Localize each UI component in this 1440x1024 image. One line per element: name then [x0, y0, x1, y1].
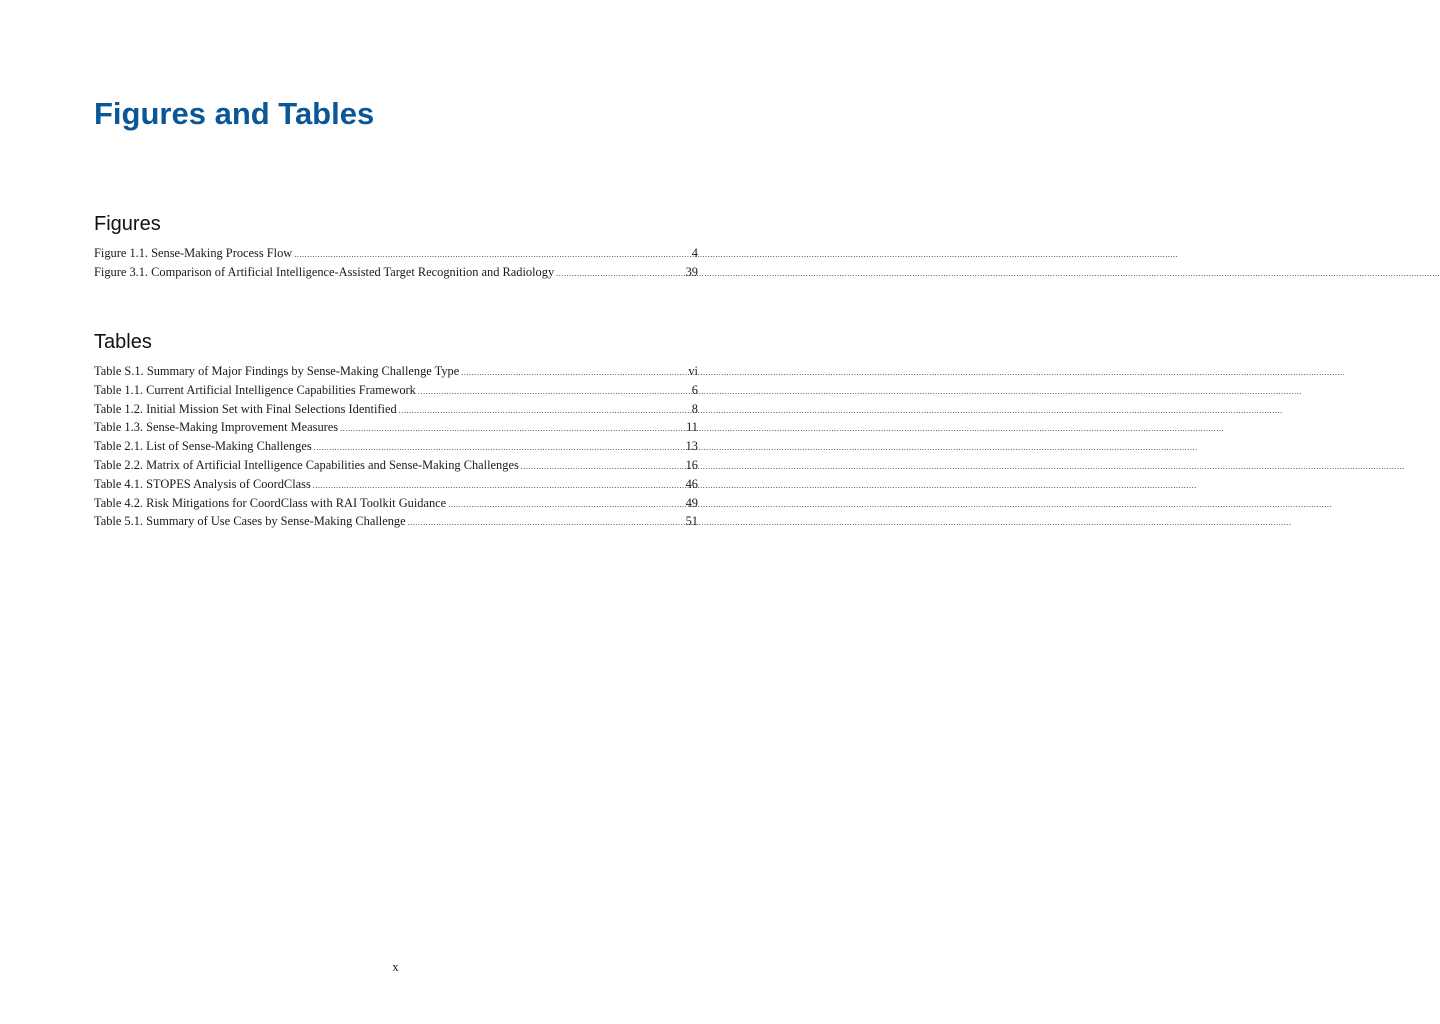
dot-leader	[294, 246, 690, 264]
toc-entry-figure-3-1[interactable]	[94, 264, 698, 283]
toc-entry-label: Table S.1. Summary of Major Findings by Sense-Making Challenge Type	[94, 364, 460, 378]
toc-entry-label: Table 1.3. Sense-Making Improvement Measures	[94, 420, 339, 435]
toc-entry-table-2-1[interactable]	[94, 438, 698, 457]
toc-entry-table-s-1[interactable]	[94, 363, 698, 382]
tables-section	[94, 329, 698, 532]
toc-entry-page-number: 46	[685, 476, 698, 491]
toc-entry-label: Table 5.1. Summary of Use Cases by Sense-Making Challenge	[94, 514, 406, 529]
figures-heading: Figures	[94, 213, 161, 235]
toc-entry-table-4-2[interactable]	[94, 495, 698, 514]
page-title: Figures and Tables	[94, 96, 375, 131]
toc-entry-label: Figure 1.1. Sense-Making Process Flow	[94, 246, 293, 260]
toc-entry-table-1-2[interactable]	[94, 401, 698, 420]
tables-list	[94, 363, 698, 532]
toc-entry-label: Table 4.2. Risk Mitigations for CoordClass with RAI Toolkit Guidance	[94, 495, 447, 510]
toc-entry-page-number: 51	[685, 514, 698, 529]
toc-entry-table-1-3[interactable]	[94, 419, 698, 438]
toc-entry-table-4-1[interactable]	[94, 476, 698, 495]
toc-entry-figure-1-1[interactable]	[94, 245, 698, 264]
toc-entry-label: Table 4.1. STOPES Analysis of CoordClass	[94, 476, 311, 491]
toc-entry-page-number: 49	[685, 495, 698, 510]
toc-entry-page-number: vi	[688, 364, 698, 378]
toc-entry-label: Table 1.1. Current Artificial Intelligence Capabilities Framework	[94, 382, 416, 397]
dot-leader	[521, 458, 684, 476]
dot-leader	[556, 265, 683, 283]
dot-leader	[461, 364, 686, 382]
toc-entry-page-number: 8	[691, 401, 698, 416]
dot-leader	[448, 496, 683, 514]
dot-leader	[418, 383, 690, 401]
toc-entry-page-number: 13	[685, 439, 698, 454]
toc-entry-page-number: 39	[685, 264, 698, 279]
toc-entry-table-1-1[interactable]	[94, 382, 698, 401]
page-number-footer: x	[392, 960, 399, 974]
toc-entry-page-number: 4	[691, 246, 698, 260]
dot-leader	[340, 420, 684, 438]
toc-entry-label: Figure 3.1. Comparison of Artificial Intelligence-Assisted Target Recognition and Radiology	[94, 264, 555, 279]
toc-entry-label: Table 2.2. Matrix of Artificial Intelligence Capabilities and Sense-Making Challenges	[94, 457, 519, 472]
toc-entry-page-number: 6	[691, 382, 698, 397]
dot-leader	[399, 402, 690, 420]
dot-leader	[313, 477, 684, 495]
figures-section	[94, 211, 698, 283]
toc-entry-label: Table 1.2. Initial Mission Set with Final Selections Identified	[94, 401, 397, 416]
dot-leader	[314, 439, 684, 457]
toc-entry-table-2-2[interactable]	[94, 457, 698, 476]
toc-entry-label: Table 2.1. List of Sense-Making Challenges	[94, 439, 312, 454]
dot-leader	[408, 514, 684, 532]
toc-entry-table-5-1[interactable]	[94, 513, 698, 532]
toc-entry-page-number: 16	[685, 457, 698, 472]
tables-heading: Tables	[94, 331, 152, 353]
toc-entry-page-number: 11	[686, 420, 698, 435]
figures-list	[94, 245, 698, 283]
